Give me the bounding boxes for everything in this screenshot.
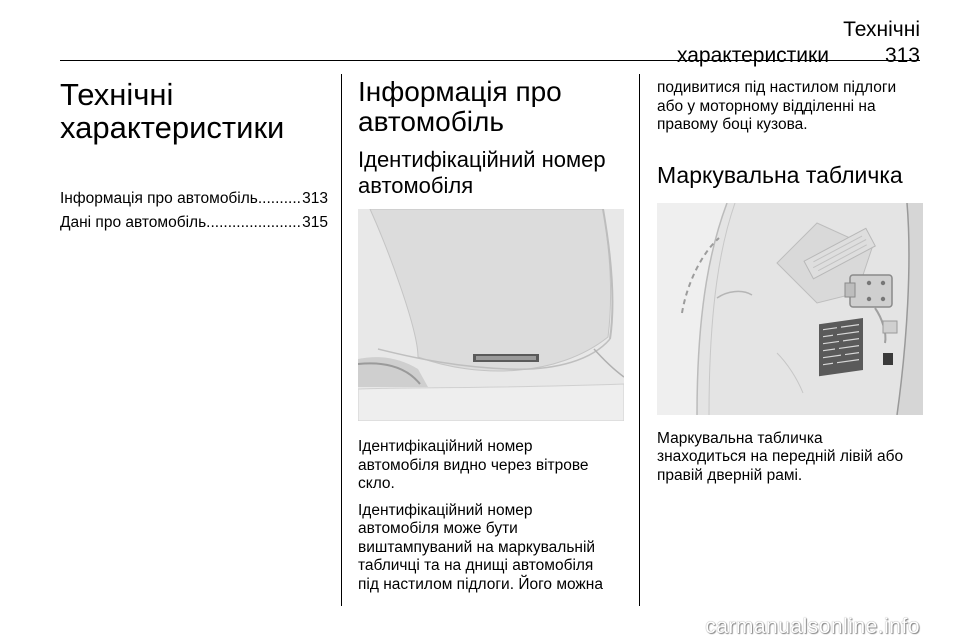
identification-plate-title: Маркувальна табличка xyxy=(657,161,903,188)
subsection-title-line1: Ідентифікаційний номер xyxy=(358,147,606,172)
toc-entry-label: Дані про автомобіль xyxy=(60,214,207,231)
toc-entry-vehicle-info[interactable] xyxy=(60,187,328,211)
column-vehicle-info xyxy=(358,70,626,602)
text-line: автомобіля може бути xyxy=(358,520,518,537)
table-of-contents xyxy=(60,187,328,235)
text-line: знаходиться на передній лівій або xyxy=(657,448,904,465)
toc-leader-dots xyxy=(258,187,302,211)
text-line: правому боці кузова. xyxy=(657,116,808,133)
toc-leader-dots xyxy=(206,211,302,235)
column-chapter xyxy=(60,70,328,235)
text-line: Ідентифікаційний номер xyxy=(358,501,533,519)
toc-entry-page: 313 xyxy=(302,190,328,207)
section-title-line1: Інформація про xyxy=(358,76,562,107)
subsection-title xyxy=(358,147,626,199)
identification-plate-caption xyxy=(657,430,923,486)
toc-entry-page: 315 xyxy=(302,214,328,231)
page-number: 313 xyxy=(884,44,920,67)
column-identification-plate xyxy=(657,70,923,493)
text-line: подивитися під настилом підлоги xyxy=(657,79,897,96)
continuation-paragraph xyxy=(657,79,923,135)
section-title-line2: автомобіль xyxy=(358,106,504,137)
text-line: виштампуваний на маркувальній xyxy=(358,538,596,556)
text-line: автомобіля видно через вітрове xyxy=(358,456,589,474)
column-divider-2 xyxy=(639,74,640,606)
running-header xyxy=(600,17,920,69)
chapter-title-line1: Технічні xyxy=(60,77,174,112)
windshield-vin-illustration xyxy=(358,209,624,421)
toc-entry-label: Інформація про автомобіль xyxy=(60,190,258,207)
column-divider-1 xyxy=(341,74,342,606)
text-line: скло. xyxy=(358,475,395,492)
subsection-title-line2: автомобіля xyxy=(358,173,474,198)
chapter-title xyxy=(60,78,328,144)
running-header-title: Технічні характеристики xyxy=(676,18,920,67)
vin-paragraph-1 xyxy=(358,438,626,494)
text-line: табличці та на днищі автомобіля xyxy=(358,557,594,574)
text-line: Ідентифікаційний номер xyxy=(358,438,533,455)
toc-entry-vehicle-data[interactable] xyxy=(60,211,328,235)
chapter-title-line2: характеристики xyxy=(60,110,285,145)
door-frame-plate-illustration xyxy=(657,203,923,415)
text-line: Маркувальна табличка xyxy=(657,429,823,447)
section-title xyxy=(358,77,626,137)
watermark: carmanualsonline.info xyxy=(705,615,920,638)
text-line: під настилом підлоги. Його можна xyxy=(358,575,603,593)
text-line: або у моторному відділенні на xyxy=(657,97,876,115)
text-line: правій дверній рамі. xyxy=(657,466,803,484)
vin-paragraph-2 xyxy=(358,502,626,595)
header-rule xyxy=(60,60,920,61)
